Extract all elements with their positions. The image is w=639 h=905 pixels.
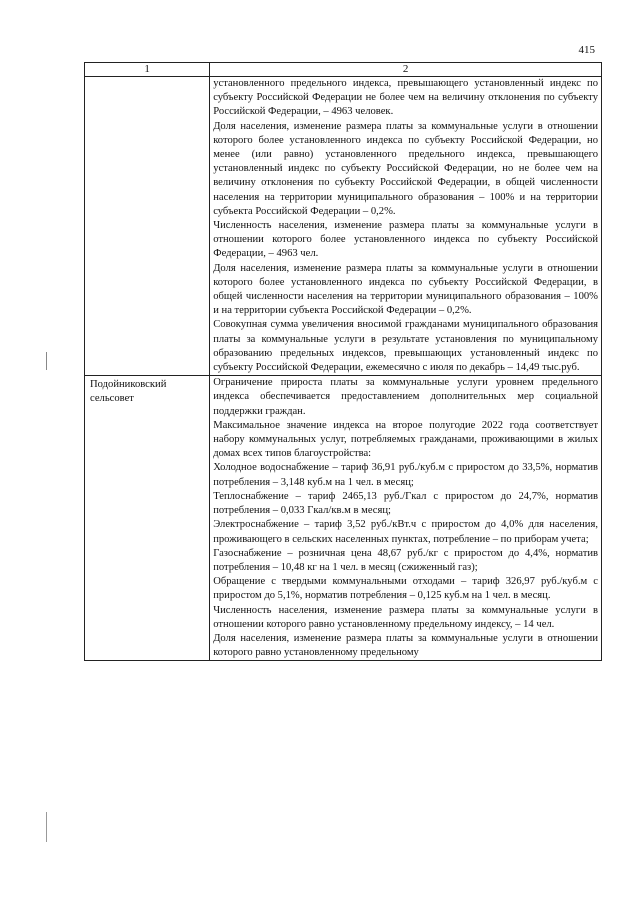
- paragraph: Обращение с твердыми коммунальными отходами – тариф 326,97 руб./куб.м с приростом до 5,1%, норматив потребления – 0,125 куб.м на 1 чел. в месяц.: [213, 576, 598, 602]
- paragraph: Доля населения, изменение размера платы за коммунальные услуги в отношении которого более установленного индекса по субъекту Российской Федерации, но менее (или равно) установленного предельного индекса, превышающего установленный индекс по субъекту Российской Федерации, но не более чем на величину отклонения по субъекту Российской Федерации, в общей численности населения на территории муниципального образования – 100% и на территории субъекта Российской Федерации – 0,2%.: [213, 120, 598, 217]
- page-number: 415: [578, 44, 595, 56]
- paragraph: Газоснабжение – розничная цена 48,67 руб./кг с приростом до 4,4%, норматив потребления – 10,48 кг на 1 чел. в месяц (сжиженный газ);: [213, 547, 598, 573]
- paragraph: Совокупная сумма увеличения вносимой гражданами муниципального образования платы за коммунальные услуги в результате установления по муниципальному образованию предельных индексов, превышающих установленный индекс по субъекту Российской Федерации, ежемесячно с июля по декабрь – 14,49 тыс.руб.: [213, 319, 598, 374]
- paragraph: Численность населения, изменение размера платы за коммунальные услуги в отношении которого более установленного индекса по субъекту Российской Федерации, – 4963 чел.: [213, 220, 598, 260]
- municipality-cell: [85, 376, 210, 661]
- municipality-name: Подойниковский сельсовет: [90, 379, 167, 405]
- paragraph: установленного предельного индекса, превышающего установленный индекс по субъекту Российской Федерации не более чем на величину отклонения по субъекту Российской Федерации, – 4963 человек.: [213, 78, 598, 118]
- paragraph: Ограничение прироста платы за коммунальные услуги уровнем предельного индекса обеспечивается предоставлением дополнительных мер социальной поддержки граждан.: [213, 377, 598, 417]
- table-row: [85, 376, 602, 661]
- paragraph: Теплоснабжение – тариф 2465,13 руб./Гкал с приростом до 24,7%, норматив потребления – 0,033 Гкал/кв.м в месяц;: [213, 490, 598, 517]
- paragraph: Численность населения, изменение размера платы за коммунальные услуги в отношении которого равно установленному предельному индексу, – 14 чел.: [213, 604, 598, 630]
- table-header-row: [85, 63, 602, 77]
- description-cell: [210, 376, 602, 661]
- description-cell: [210, 77, 602, 376]
- scan-mark: [46, 352, 47, 370]
- document-table: [84, 62, 602, 661]
- municipality-name: [88, 77, 206, 79]
- municipality-cell: [85, 77, 210, 376]
- table-row: [85, 77, 602, 376]
- paragraph: Электроснабжение – тариф 3,52 руб./кВт.ч с приростом до 4,0% для населения, проживающего в сельских населенных пунктах, потребление – по приборам учета;: [213, 519, 598, 545]
- column-header-1: 1: [85, 63, 210, 77]
- paragraph: Доля населения, изменение размера платы за коммунальные услуги в отношении которого равно установленному предельному: [213, 632, 598, 659]
- paragraph: Холодное водоснабжение – тариф 36,91 руб./куб.м с приростом до 33,5%, норматив потребления – 3,148 куб.м на 1 чел. в месяц;: [213, 462, 598, 488]
- column-header-2: 2: [210, 63, 602, 77]
- paragraph: Максимальное значение индекса на второе полугодие 2022 года соответствует набору коммунальных услуг, потребляемых гражданами, проживающими в жилых домах всех типов благоустройства:: [213, 419, 598, 460]
- paragraph: Доля населения, изменение размера платы за коммунальные услуги в отношении которого более установленного индекса по субъекту Российской Федерации, в общей численности населения на территории муниципального образования – 100% и на территории субъекта Российской Федерации – 0,2%.: [213, 262, 598, 317]
- scan-mark: [46, 812, 47, 842]
